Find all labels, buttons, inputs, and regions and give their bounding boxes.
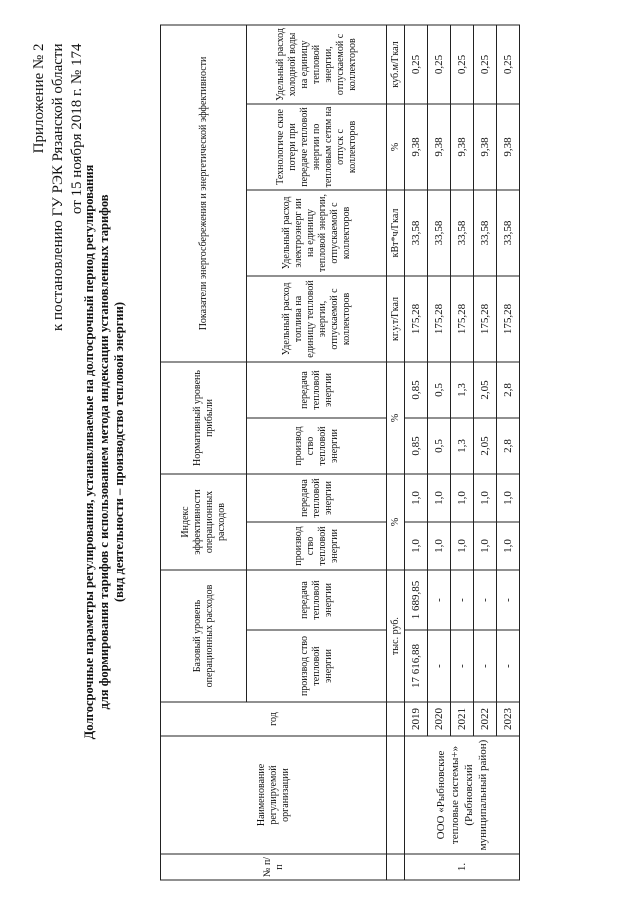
cell-profit-production: 2,8 (497, 418, 520, 474)
unit-empty-year (387, 702, 405, 736)
header-energy-indicators: Показатели энергосбережения и энергетической эффективности (161, 25, 247, 362)
appendix-header (30, 44, 87, 331)
appendix-resolution: к постановлению ГУ РЭК Рязанской области (50, 43, 66, 331)
header-num: № п/п (161, 854, 387, 880)
cell-year: 2020 (428, 702, 451, 736)
cell-electricity-rate: 33,58 (451, 190, 474, 276)
cell-base-production: 17 616,88 (405, 630, 428, 702)
cell-profit-transmission: 2,8 (497, 362, 520, 418)
unit-water-rate: куб.м/Гкал (387, 25, 405, 104)
unit-base-costs: тыс. руб. (387, 570, 405, 702)
cell-base-production: - (474, 630, 497, 702)
cell-profit-production: 0,85 (405, 418, 428, 474)
cell-base-production: - (428, 630, 451, 702)
cell-index-production: 1,0 (405, 522, 428, 570)
header-heat-losses: Технологиче ские потери при передаче тепловой энергии по тепловым сетям на отпуск с коллекторов (247, 104, 387, 190)
cell-index-transmission: 1,0 (497, 474, 520, 522)
cell-index-production: 1,0 (428, 522, 451, 570)
cell-profit-transmission: 0,85 (405, 362, 428, 418)
header-fuel-rate: Удельный расход топлива на единицу тепловой энергии, отпускаемой с коллекторов (247, 276, 387, 362)
org-name: ООО «Рыбновские тепловые системы+» (Рыбновский муниципальный район) (405, 736, 520, 854)
cell-base-production: - (497, 630, 520, 702)
cell-year: 2023 (497, 702, 520, 736)
appendix-number: Приложение № 2 (31, 43, 47, 154)
cell-heat-losses: 9,38 (405, 104, 428, 190)
cell-fuel-rate: 175,28 (405, 276, 428, 362)
cell-fuel-rate: 175,28 (497, 276, 520, 362)
document-title (82, 10, 127, 895)
cell-base-transmission: - (497, 570, 520, 630)
title-line-3: (вид деятельности – производство тепловой энергии) (112, 301, 126, 603)
unit-empty-org (387, 736, 405, 854)
header-base-production: производ ство тепловой энергии (247, 630, 387, 702)
header-year: год (161, 702, 387, 736)
unit-electricity-rate: кВт*ч/Гкал (387, 190, 405, 276)
cell-water-rate: 0,25 (428, 25, 451, 104)
header-electricity-rate: Удельный расход электроэнерг ии на единицу тепловой энергии, отпускаемой с коллекторов (247, 190, 387, 276)
header-base-costs: Базовый уровень операционных расходов (161, 570, 247, 702)
cell-water-rate: 0,25 (474, 25, 497, 104)
cell-profit-production: 0,5 (428, 418, 451, 474)
cell-index-transmission: 1,0 (474, 474, 497, 522)
appendix-date: от 15 ноября 2018 г. № 174 (69, 43, 85, 215)
cell-profit-transmission: 2,05 (474, 362, 497, 418)
cell-base-transmission: - (451, 570, 474, 630)
header-org: Наименование регулируемой организации (161, 736, 387, 854)
cell-base-transmission: - (474, 570, 497, 630)
cell-index-production: 1,0 (474, 522, 497, 570)
cell-fuel-rate: 175,28 (451, 276, 474, 362)
cell-electricity-rate: 33,58 (405, 190, 428, 276)
cell-heat-losses: 9,38 (428, 104, 451, 190)
cell-base-transmission: - (428, 570, 451, 630)
header-index-production: производ ство тепловой энергии (247, 522, 387, 570)
cell-profit-production: 1,3 (451, 418, 474, 474)
header-efficiency-index: Индекс эффективности операционных расходов (161, 474, 247, 570)
parameters-table (160, 24, 520, 880)
cell-index-production: 1,0 (451, 522, 474, 570)
cell-index-transmission: 1,0 (451, 474, 474, 522)
cell-water-rate: 0,25 (497, 25, 520, 104)
unit-profit-level: % (387, 362, 405, 474)
header-profit-transmission: передача тепловой энергии (247, 362, 387, 418)
cell-heat-losses: 9,38 (451, 104, 474, 190)
unit-empty-num (387, 854, 405, 880)
cell-heat-losses: 9,38 (474, 104, 497, 190)
header-profit-production: производ ство тепловой энергии (247, 418, 387, 474)
cell-electricity-rate: 33,58 (474, 190, 497, 276)
cell-year: 2019 (405, 702, 428, 736)
cell-base-production: - (451, 630, 474, 702)
table-row (405, 25, 428, 880)
header-profit-level: Нормативный уровень прибыли (161, 362, 247, 474)
cell-electricity-rate: 33,58 (497, 190, 520, 276)
cell-year: 2022 (474, 702, 497, 736)
cell-fuel-rate: 175,28 (428, 276, 451, 362)
header-water-rate: Удельный расход холодной воды на единицу тепловой энергии, отпускаемой с коллекторов (247, 25, 387, 104)
cell-water-rate: 0,25 (405, 25, 428, 104)
title-line-2: для формирования тарифов с использованием метода индексации установленных тарифов (97, 194, 111, 710)
cell-fuel-rate: 175,28 (474, 276, 497, 362)
cell-electricity-rate: 33,58 (428, 190, 451, 276)
rotated-document-page (10, 10, 630, 895)
title-line-1: Долгосрочные параметры регулирования, устанавливаемые на долгосрочный период регулирования (82, 164, 96, 740)
cell-profit-transmission: 1,3 (451, 362, 474, 418)
org-number: 1. (405, 854, 520, 880)
unit-fuel-rate: кг.у.т/Гкал (387, 276, 405, 362)
cell-profit-production: 2,05 (474, 418, 497, 474)
cell-index-transmission: 1,0 (405, 474, 428, 522)
unit-efficiency-index: % (387, 474, 405, 570)
header-base-transmission: передача тепловой энергии (247, 570, 387, 630)
cell-index-transmission: 1,0 (428, 474, 451, 522)
cell-year: 2021 (451, 702, 474, 736)
header-index-transmission: передача тепловой энергии (247, 474, 387, 522)
cell-water-rate: 0,25 (451, 25, 474, 104)
cell-heat-losses: 9,38 (497, 104, 520, 190)
unit-heat-losses: % (387, 104, 405, 190)
cell-index-production: 1,0 (497, 522, 520, 570)
cell-profit-transmission: 0,5 (428, 362, 451, 418)
cell-base-transmission: 1 689,85 (405, 570, 428, 630)
